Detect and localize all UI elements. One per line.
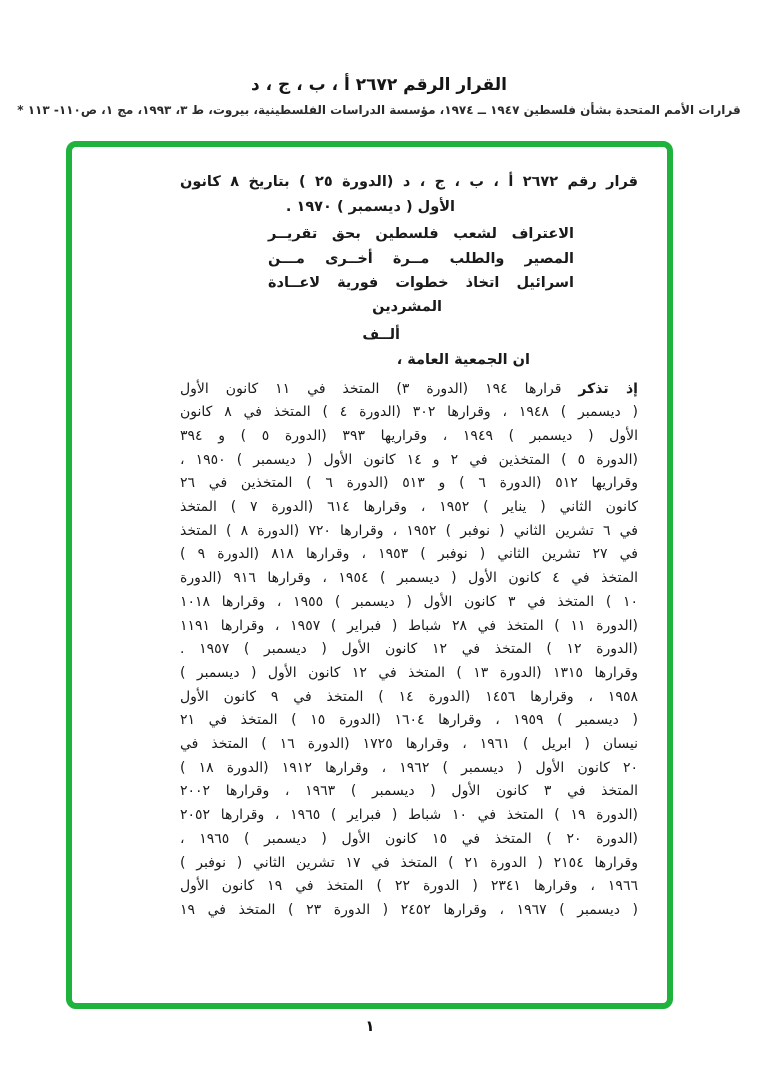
- body-line: ( ديسمبر ) ١٩٥٩ ، وقرارها ١٦٠٤ (الدورة ١٥ ) المتخذ في ٢١: [180, 712, 638, 729]
- page-number: ١: [365, 1017, 375, 1035]
- body-line: المتخذ في ٤ كانون الأول ( ديسمبر ) ١٩٥٤ ، وقرارها ٩١٦ (الدورة: [180, 570, 638, 587]
- resolution-content: [180, 170, 638, 923]
- body-line: ( ديسمبر ) ١٩٦٧ ، وقرارها ٢٤٥٢ ( الدورة ٢٣ ) المتخذ في ١٩: [180, 901, 639, 918]
- body-line-first: [180, 378, 638, 402]
- body-line: (الدورة ٥ ) المتخذين في ٢ و ١٤ كانون الأول ( ديسمبر ) ١٩٥٠ ،: [180, 451, 639, 468]
- body-line: وقراريها ٥١٢ (الدورة ٦ ) و ٥١٣ (الدورة ٦ ) المتخذين في ٢٦: [180, 475, 638, 492]
- body-line: ( ديسمبر ) ١٩٤٨ ، وقرارها ٣٠٢ (الدورة ٤ ) المتخذ في ٨ كانون: [180, 404, 639, 421]
- subject-line: الاعتراف لشعب فلسطين بحق تقريــر: [268, 226, 574, 242]
- body-line: وقرارها ٢١٥٤ ( الدورة ٢١ ) المتخذ في ١٧ تشرين الثاني ( نوفبر ): [180, 854, 638, 871]
- source-citation: قرارات الأمم المتحدة بشأن فلسطين ١٩٤٧ ــ ١٩٧٤، مؤسسة الدراسات الفلسطينية، بيروت، ط ٣، ١٩٩٣، مج ١، ص١١٠- ١١٣ *: [17, 103, 741, 117]
- page-title: القرار الرقم ٢٦٧٢ أ ، ب ، ج ، د: [251, 75, 507, 95]
- body-line: (الدورة ١٢ ) المتخذ في ١٢ كانون الأول ( ديسمبر ) ١٩٥٧ .: [180, 641, 638, 658]
- body-line: في ٦ تشرين الثاني ( نوفبر ) ١٩٥٢ ، وقرارها ٧٢٠ (الدورة ٨ ) المتخذ: [180, 522, 638, 539]
- lead-bold-phrase: إذ تذكر: [578, 380, 638, 397]
- body-line: كانون الثاني ( يناير ) ١٩٥٢ ، وقرارها ٦١٤ (الدورة ٧ ) المتخذ: [180, 499, 639, 516]
- section-heading-alef: ألــف: [362, 326, 400, 343]
- resolution-heading-line2: الأول ( ديسمبر ) ١٩٧٠ .: [285, 199, 455, 215]
- body-line: (الدورة ٢٠ ) المتخذ في ١٥ كانون الأول ( ديسمبر ) ١٩٦٥ ،: [180, 830, 639, 847]
- assembly-opening-line: ان الجمعية العامة ،: [396, 351, 530, 368]
- subject-line: المصير والطلب مــرة أخــرى مـــن: [268, 250, 574, 267]
- body-line: المتخذ في ٣ كانون الأول ( ديسمبر ) ١٩٦٣ ، وقرارها ٢٠٠٢: [180, 783, 638, 800]
- resolution-body: [180, 378, 638, 923]
- resolution-heading-line1: قرار رقم ٢٦٧٢ أ ، ب ، ج ، د (الدورة ٢٥ ) بتاريخ ٨ كانون: [180, 174, 638, 190]
- resolution-subject-block: [268, 222, 574, 296]
- subject-line-last: المشردين: [372, 298, 442, 315]
- body-lines: [180, 401, 638, 922]
- body-line: ١٠ ) المتخذ في ٣ كانون الأول ( ديسمبر ) ١٩٥٥ ، وقرارها ١٠١٨: [180, 593, 639, 610]
- body-line: الأول ( ديسمبر ) ١٩٤٩ ، وقراريها ٣٩٣ (الدورة ٥ ) و ٣٩٤: [180, 427, 638, 444]
- body-line: (الدورة ١٩ ) المتخذ في ١٠ شباط ( فبراير ) ١٩٦٥ ، وقرارها ٢٠٥٢: [180, 807, 638, 824]
- body-line: (الدورة ١١ ) المتخذ في ٢٨ شباط ( فبراير ) ١٩٥٧ ، وقرارها ١١٩١: [180, 617, 638, 634]
- subject-line: اسرائيل اتخاذ خطوات فورية لاعــادة: [268, 275, 574, 291]
- body-line-first-rest: قرارها ١٩٤ (الدورة ٣) المتخذ في ١١ كانون الأول: [180, 380, 562, 397]
- body-line: نيسان ( ابريل ) ١٩٦١ ، وقرارها ١٧٢٥ (الدورة ١٦ ) المتخذ في: [180, 736, 638, 753]
- body-line: ٢٠ كانون الأول ( ديسمبر ) ١٩٦٢ ، وقرارها ١٩١٢ (الدورة ١٨ ): [180, 759, 638, 776]
- body-line: في ٢٧ تشرين الثاني ( نوفبر ) ١٩٥٣ ، وقرارها ٨١٨ (الدورة ٩ ): [180, 546, 638, 563]
- body-line: ١٩٦٦ ، وقرارها ٢٣٤١ ( الدورة ٢٢ ) المتخذ في ١٩ كانون الأول: [180, 878, 638, 895]
- body-line: ١٩٥٨ ، وقرارها ١٤٥٦ (الدورة ١٤ ) المتخذ في ٩ كانون الأول: [180, 688, 638, 705]
- body-line: وقرارها ١٣١٥ (الدورة ١٣ ) المتخذ في ١٢ كانون الأول ( ديسمبر ): [180, 664, 638, 681]
